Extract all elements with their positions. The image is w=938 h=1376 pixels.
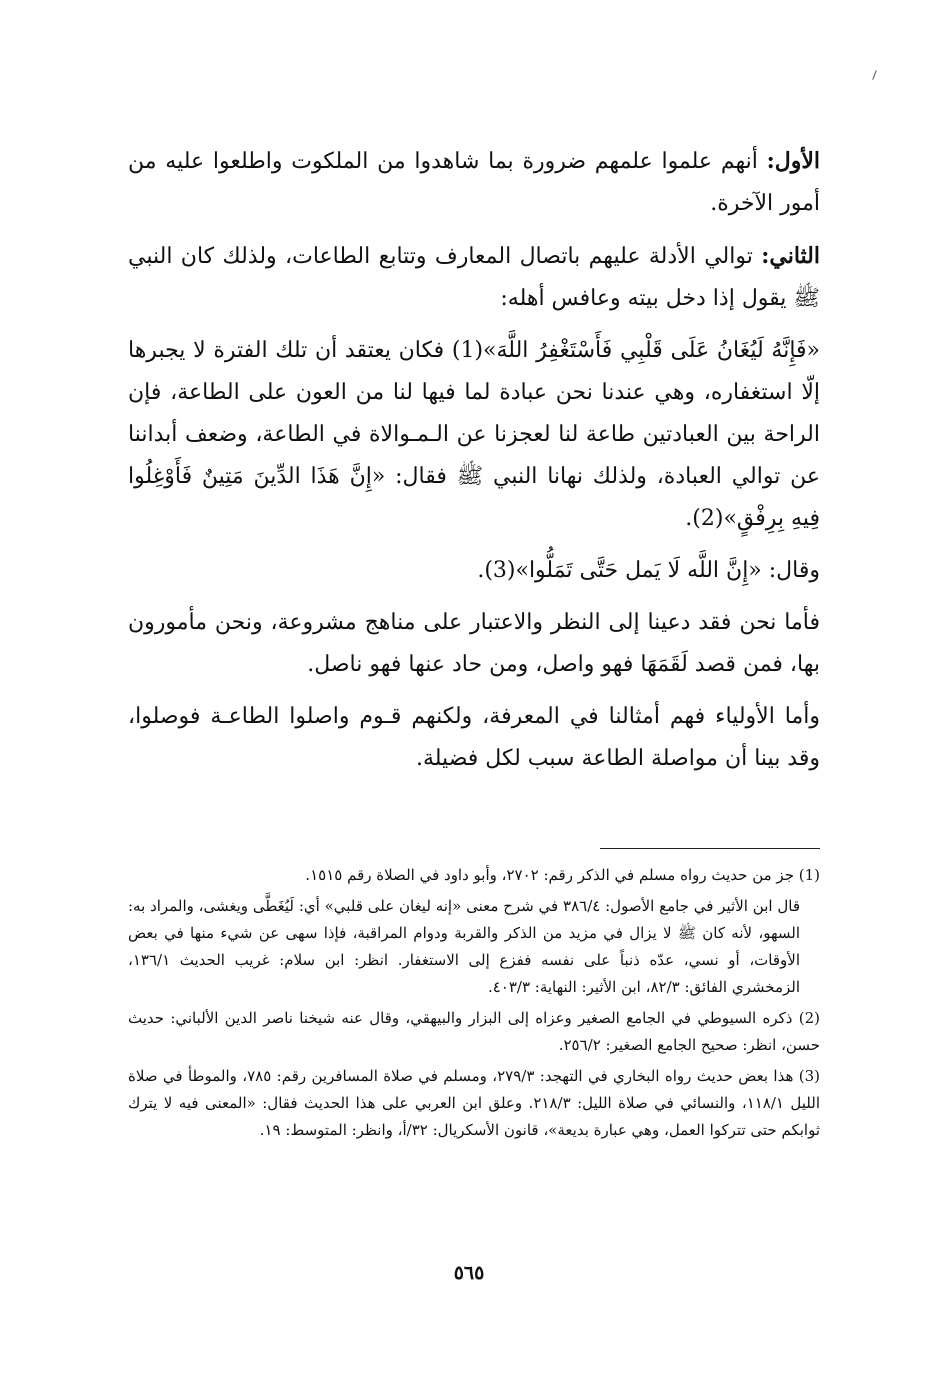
paragraph-hadith xyxy=(128,330,820,540)
footnotes xyxy=(128,862,820,1148)
paragraph-text: «فَإِنَّهُ لَيُغَانُ عَلَى قَلْبِي فَأَسْتَغْفِرُ اللَّهَ»(1) فكان يعتقد أن تلك الفترة لا يجبرها إلّا استغفاره، وهي عندنا نحن عبادة لما فيها لنا من العون على الطاعة، فإن الراحة بين العبادتين طاعة لنا لعجزنا عن الـمـوالاة في الطاعة، وضعف أبداننا عن توالي العبادة، ولذلك نهانا النبي ﷺ فقال: «إِنَّ هَذَا الدِّينَ مَتِينٌ فَأَوْغِلُوا فِيهِ بِرِفْقٍ»(2). xyxy=(128,338,821,531)
main-text xyxy=(128,140,820,790)
paragraph-second-reason xyxy=(128,235,820,320)
page-number: ٥٦٥ xyxy=(453,1262,485,1284)
paragraph-text: توالي الأدلة عليهم باتصال المعارف وتتابع الطاعات، ولذلك كان النبي ﷺ يقول إذا دخل بيته وعافس أهله: xyxy=(128,244,820,311)
paragraph-method xyxy=(128,602,820,686)
stray-mark xyxy=(872,70,876,80)
paragraph-quote xyxy=(128,550,820,592)
footnote-1-continuation: قال ابن الأثير في جامع الأصول: ٣٨٦/٤ في شرح معنى «إنه ليغان على قلبي» أي: لَيُغَطَّى ويغشى، والمراد به: السهو، لأنه كان ﷺ لا يزال في مزيد من الذكر والقربة ودوام المراقبة، فإذا سهى عن شيء منها في بعض الأوقات، أو نسي، عدّه ذنباً على نفسه ففزع إلى الاستغفار. انظر: ابن سلام: غريب الحديث ١٣٦/١، الزمخشري الفائق: ٨٢/٣، ابن الأثير: النهاية: ٤٠٣/٣. xyxy=(128,897,800,996)
paragraph-text: وقال: «إِنَّ اللَّه لَا يَمل حَتَّى تَمَلُّوا»(3). xyxy=(477,558,820,583)
paragraph-text: وأما الأولياء فهم أمثالنا في المعرفة، ولكنهم قـوم واصلوا الطاعـة فوصلوا، وقد بينا أن مواصلة الطاعة سبب لكل فضيلة. xyxy=(128,704,820,771)
footnote-3: (3) هذا بعض حديث رواه البخاري في التهجد: ٢٧٩/٣، ومسلم في صلاة المسافرين رقم: ٧٨٥، والموطأ في صلاة الليل ١١٨/١، والنسائي في صلاة الليل: ٢١٨/٣. وعلق ابن العربي على هذا الحديث فقال: «المعنى فيه لا يترك ثوابكم حتى تتركوا العمل، وهي عبارة بديعة»، قانون الأسكريال: ٣٢/أ، وانظر: المتوسط: ١٩. xyxy=(128,1067,821,1139)
footnote-divider xyxy=(600,848,820,849)
paragraph-saints xyxy=(128,696,820,780)
paragraph-lead: الأول: xyxy=(766,148,820,174)
paragraph-lead: الثاني: xyxy=(761,243,820,269)
paragraph-text: فأما نحن فقد دعينا إلى النظر والاعتبار على مناهج مشروعة، ونحن مأمورون بها، فمن قصد لَقَمَهَا فهو واصل، ومن حاد عنها فهو ناصل. xyxy=(128,610,820,677)
paragraph-text: أنهم علموا علمهم ضرورة بما شاهدوا من الملكوت واطلعوا عليه من أمور الآخرة. xyxy=(128,149,820,216)
paragraph-first-reason xyxy=(128,140,820,225)
footnote-1: (1) جز من حديث رواه مسلم في الذكر رقم: ٢٧٠٢، وأبو داود في الصلاة رقم ١٥١٥. xyxy=(305,866,820,884)
footnote-2: (2) ذكره السيوطي في الجامع الصغير وعزاه إلى البزار والبيهقي، وقال عنه شيخنا ناصر الدين الألباني: حديث حسن، انظر: صحيح الجامع الصغير: ٢٥٦/٢. xyxy=(128,1009,820,1054)
